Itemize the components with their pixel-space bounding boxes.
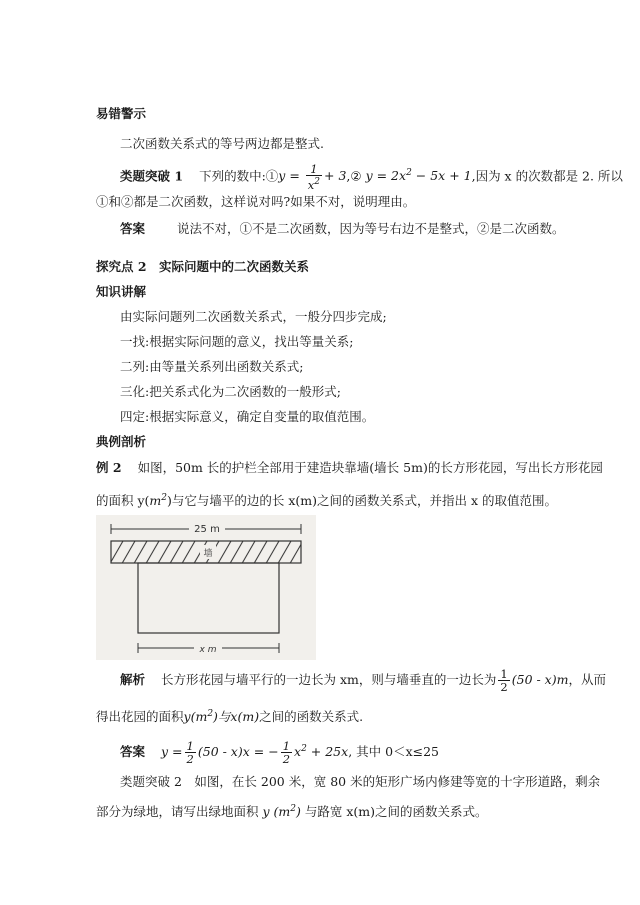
heading-knowledge: 知识讲解 bbox=[96, 284, 147, 299]
practice-2-text-a: 部分为绿地，请写出绿地面积 bbox=[96, 804, 259, 820]
half-fraction: $\frac{1}{2}$ bbox=[500, 667, 508, 694]
example-2-text-b: )与它与墙平的边的长 x(m)之间的函数关系式，并指出 x 的取值范围。 bbox=[167, 493, 558, 509]
analysis-label: 解析 bbox=[120, 672, 146, 687]
practice-1-line2: ①和②都是二次函数，这样说对吗?如果不对，说明理由。 bbox=[96, 194, 416, 209]
answer-1-label: 答案 bbox=[120, 221, 146, 236]
top-dimension-label: 25 m bbox=[194, 524, 220, 535]
heading-explore-point-2: 探究点 2 实际问题中的二次函数关系 bbox=[96, 259, 310, 274]
practice-1-text-b: ,② bbox=[346, 168, 362, 184]
heading-error-warning: 易错警示 bbox=[96, 106, 147, 121]
example-2-line2 bbox=[96, 489, 560, 510]
example-2-line1 bbox=[96, 459, 603, 477]
example-2-text: 如图，50m 长的护栏全部用于建造块靠墙(墙长 5m)的长方形花园，写出长方形花园 bbox=[137, 460, 603, 475]
analysis-line1 bbox=[120, 667, 606, 694]
knowledge-intro: 由实际问题列二次函数关系式，一般分四步完成; bbox=[120, 309, 387, 324]
answer-2-label: 答案 bbox=[120, 744, 146, 760]
formula-answer: y = $\frac{1}{2}$ (50 - x)x = − $\frac{1}{2}$ $x^2 + 25x$ bbox=[161, 739, 349, 767]
unit-m2: $m^2$ bbox=[149, 493, 168, 509]
analysis-text-c: 得出花园的面积 bbox=[96, 709, 184, 725]
practice-2-line2 bbox=[96, 800, 560, 821]
garden-rect bbox=[138, 563, 279, 633]
answer-1 bbox=[120, 220, 565, 238]
practice-1-text-c: ,因为 x 的次数都是 2. 所以 bbox=[471, 168, 623, 184]
practice-1-line1 bbox=[120, 162, 623, 192]
formula-green-area: y $(m^2)$ bbox=[258, 804, 305, 820]
bottom-dimension-label: x m bbox=[199, 645, 217, 655]
formula-side-length: (50 - x)m bbox=[511, 672, 569, 687]
practice-1-label: 类题突破 1 bbox=[120, 168, 184, 184]
practice-2-line1: 类题突破 2 如图，在长 200 米，宽 80 米的矩形广场内修建等宽的十字形道路，剩余 bbox=[120, 774, 601, 789]
heading-example-analysis: 典例剖析 bbox=[96, 434, 147, 449]
warning-note: 二次函数关系式的等号两边都是整式. bbox=[120, 136, 324, 151]
practice-2-text-b: 与路宽 x(m)之间的函数关系式。 bbox=[304, 804, 488, 820]
analysis-text-d: 之间的函数关系式. bbox=[259, 709, 364, 725]
analysis-text-a: 长方形花园与墙平行的一边长为 xm，则与墙垂直的一边长为 bbox=[161, 672, 497, 687]
answer-1-text: 说法不对，①不是二次函数，因为等号右边不是整式，②是二次函数。 bbox=[177, 221, 565, 236]
example-2-label: 例 2 bbox=[96, 460, 122, 475]
answer-2 bbox=[120, 740, 560, 765]
formula-1: y = $\frac{1}{x^2}$ + 3 bbox=[278, 162, 347, 192]
wall-label: 墙 bbox=[203, 549, 213, 559]
step-4: 四定:根据实际意义，确定自变量的取值范围。 bbox=[120, 409, 375, 424]
step-1: 一找:根据实际问题的意义，找出等量关系; bbox=[120, 334, 354, 349]
step-2: 二列:由等量关系列出函数关系式; bbox=[120, 359, 304, 374]
formula-area-vars: $y(m^2)$与x(m) bbox=[183, 709, 260, 725]
example-2-text-a: 的面积 y( bbox=[96, 493, 150, 509]
garden-figure bbox=[96, 515, 316, 660]
step-3: 三化:把关系式化为二次函数的一般形式; bbox=[120, 384, 341, 399]
analysis-text-b: ，从而 bbox=[568, 672, 606, 687]
formula-2: $y = 2x^2 - 5x + 1$ bbox=[361, 168, 472, 184]
answer-2-range: , 其中 0＜x≤25 bbox=[348, 744, 440, 760]
practice-1-text-a: 下列的数中:① bbox=[199, 168, 279, 184]
analysis-line2 bbox=[96, 705, 560, 726]
